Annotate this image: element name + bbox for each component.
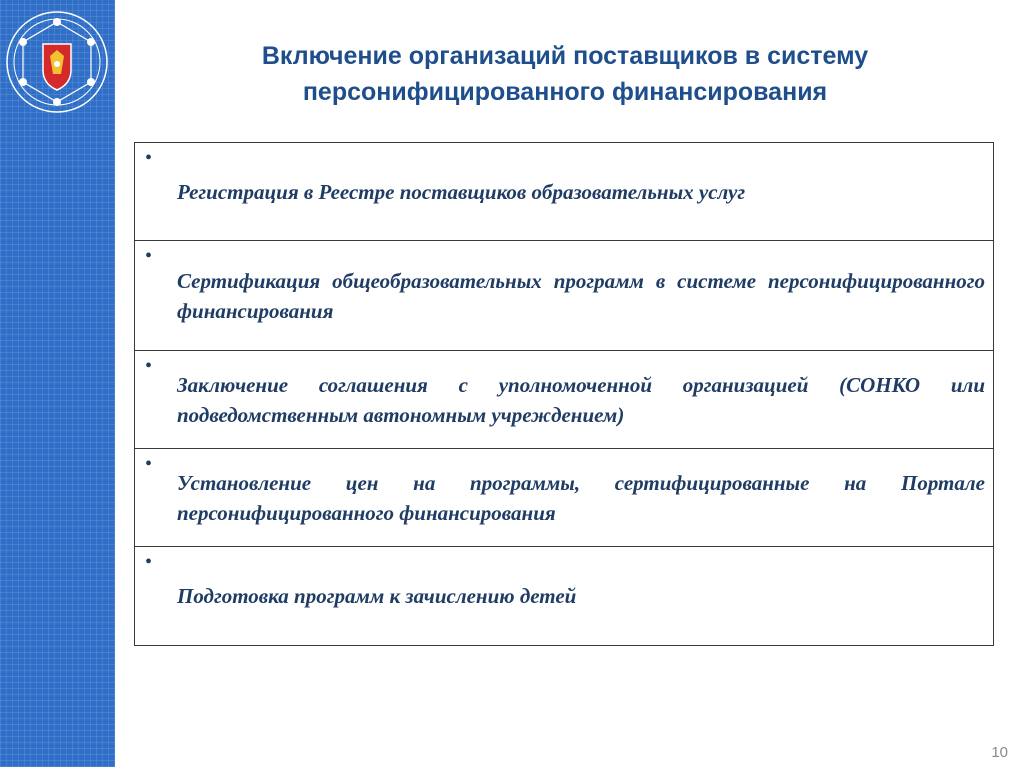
step-text: Установление цен на программы, сертифицированные на Портале персонифицированного финансирования xyxy=(177,470,985,525)
step-text: Заключение соглашения с уполномоченной организацией (СОНКО или подведомственным автономным учреждением) xyxy=(177,372,985,427)
step-row xyxy=(135,351,993,449)
bullet-marker: • xyxy=(145,245,153,267)
step-text: Подготовка программ к зачислению детей xyxy=(177,584,577,608)
step-row xyxy=(135,547,993,645)
step-row xyxy=(135,143,993,241)
step-row xyxy=(135,449,993,547)
page-number: 10 xyxy=(991,744,1008,761)
step-text: Регистрация в Реестре поставщиков образовательных услуг xyxy=(177,179,746,204)
sidebar-strip xyxy=(0,0,115,767)
slide-title xyxy=(130,38,1000,110)
step-text: Сертификация общеобразовательных программ в системе персонифицированного финансирования xyxy=(177,268,985,323)
bullet-marker: • xyxy=(145,355,153,377)
coat-of-arms-emblem-icon xyxy=(3,8,111,116)
step-row xyxy=(135,241,993,351)
steps-table xyxy=(134,142,994,646)
bullet-marker: • xyxy=(145,453,153,475)
slide-title-line-2: персонифицированного финансирования xyxy=(302,78,828,106)
bullet-marker: • xyxy=(145,551,153,573)
bullet-marker: • xyxy=(145,147,153,169)
slide-title-line-1: Включение организаций поставщиков в систему xyxy=(261,42,869,70)
